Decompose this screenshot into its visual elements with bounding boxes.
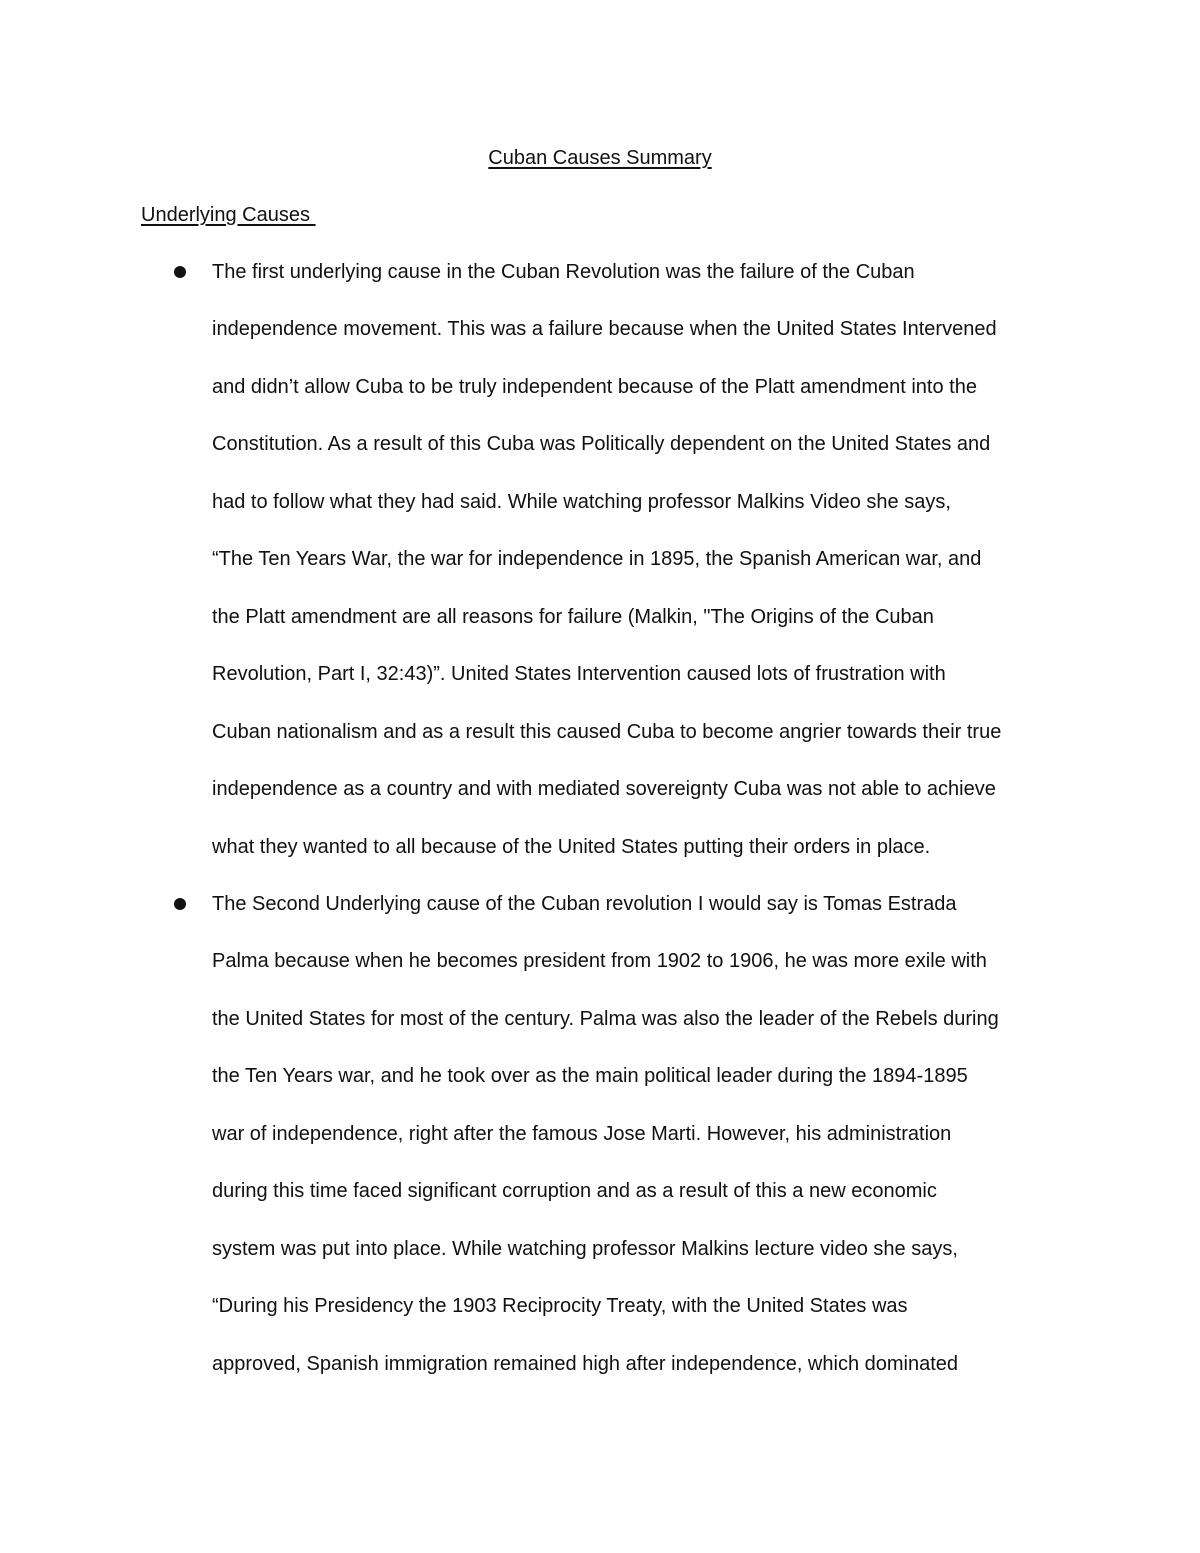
section-heading-underlying-causes: Underlying Causes — [141, 204, 316, 226]
bullet-2-line-6: during this time faced significant corruption and as a result of this a new economic — [212, 1180, 937, 1202]
bullet-1-line-4: Constitution. As a result of this Cuba was Politically dependent on the United States and — [212, 433, 991, 455]
bullet-1-line-3: and didn’t allow Cuba to be truly independent because of the Platt amendment into the — [212, 376, 977, 398]
bullet-2-line-4: the Ten Years war, and he took over as the main political leader during the 1894-1895 — [212, 1065, 968, 1087]
bullet-2-line-1: The Second Underlying cause of the Cuban revolution I would say is Tomas Estrada — [212, 893, 957, 915]
bullet-marker-icon — [174, 898, 186, 910]
bullet-1-line-8: Revolution, Part I, 32:43)”. United States Intervention caused lots of frustration with — [212, 663, 946, 685]
bullet-2-line-7: system was put into place. While watching professor Malkins lecture video she says, — [212, 1238, 958, 1260]
bullet-1-line-1: The first underlying cause in the Cuban Revolution was the failure of the Cuban — [212, 261, 915, 283]
bullet-1-line-5: had to follow what they had said. While watching professor Malkins Video she says, — [212, 491, 951, 513]
bullet-2-line-5: war of independence, right after the famous Jose Marti. However, his administration — [212, 1123, 952, 1145]
bullet-1-line-6: “The Ten Years War, the war for independence in 1895, the Spanish American war, and — [212, 548, 982, 570]
bullet-1-line-9: Cuban nationalism and as a result this caused Cuba to become angrier towards their true — [212, 721, 1002, 743]
bullet-2-line-9: approved, Spanish immigration remained high after independence, which dominated — [212, 1353, 959, 1375]
bullet-1-line-11: what they wanted to all because of the United States putting their orders in place. — [212, 836, 931, 858]
bullet-marker-icon — [174, 266, 186, 278]
bullet-1-line-2: independence movement. This was a failure because when the United States Intervened — [212, 318, 997, 340]
bullet-1-line-10: independence as a country and with mediated sovereignty Cuba was not able to achieve — [212, 778, 996, 800]
bullet-1-line-7: the Platt amendment are all reasons for failure (Malkin, "The Origins of the Cuban — [212, 606, 934, 628]
bullet-2-line-8: “During his Presidency the 1903 Reciprocity Treaty, with the United States was — [212, 1295, 908, 1317]
bullet-2-line-2: Palma because when he becomes president from 1902 to 1906, he was more exile with — [212, 950, 987, 972]
bullet-2-line-3: the United States for most of the century. Palma was also the leader of the Rebels during — [212, 1008, 999, 1030]
document-title: Cuban Causes Summary — [488, 147, 712, 169]
